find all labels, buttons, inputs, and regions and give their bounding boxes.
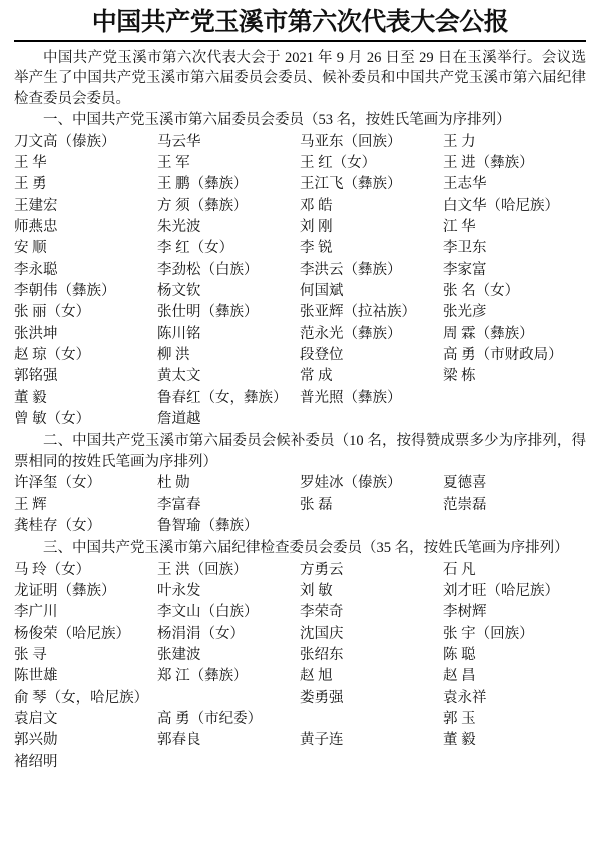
name-cell — [300, 409, 443, 430]
name-row — [14, 516, 586, 537]
name-cell: 王 洪（回族） — [157, 561, 248, 578]
name-row — [14, 345, 586, 366]
name-row — [14, 709, 586, 730]
name-row — [14, 196, 586, 217]
name-cell: 龚桂存（女） — [14, 517, 101, 534]
name-cell: 何国斌 — [300, 283, 344, 299]
name-cell: 师燕忠 — [14, 219, 58, 236]
name-cell: 鲁春红（女，彝族） — [157, 389, 288, 406]
name-cell: 张光彦 — [443, 304, 487, 321]
section-heading: 二、中国共产党玉溪市第六届委员会候补委员（10 名，按得赞成票多少为序排列，得票相同的按姓氏笔画为序排列） — [14, 433, 586, 470]
name-cell: 黄太文 — [157, 368, 201, 385]
name-cell: 李 锐 — [300, 240, 333, 257]
name-cell: 刘 刚 — [300, 219, 333, 236]
name-row — [14, 153, 586, 174]
section-heading: 三、中国共产党玉溪市第六届纪律检查委员会委员（35 名，按姓氏笔画为序排列） — [43, 540, 569, 557]
name-cell: 王 华 — [14, 155, 47, 172]
name-list — [14, 560, 586, 773]
name-row — [14, 581, 586, 602]
name-cell: 董 毅 — [443, 732, 476, 749]
name-cell: 马 玲（女） — [14, 561, 91, 578]
name-cell: 石 凡 — [443, 561, 476, 578]
name-cell: 龙证明（彝族） — [14, 583, 116, 600]
name-cell: 张亚辉（拉祜族） — [300, 304, 416, 321]
name-cell: 娄勇强 — [300, 689, 344, 706]
name-cell: 李家富 — [443, 261, 487, 278]
name-cell: 詹道越 — [157, 410, 201, 427]
name-cell: 郭春良 — [157, 732, 201, 749]
name-cell: 王志华 — [443, 176, 487, 193]
intro-paragraph: 中国共产党玉溪市第六次代表大会于 2021 年 9 月 26 日至 29 日在玉溪举行。会议选举产生了中国共产党玉溪市第六届委员会委员、候补委员和中国共产党玉溪市第六届纪律检查委员会委员。 — [14, 49, 586, 107]
name-cell: 刘才旺（哈尼族） — [443, 583, 559, 600]
name-cell: 张 磊 — [300, 496, 333, 513]
name-row — [14, 409, 586, 430]
name-row — [14, 260, 586, 281]
name-cell: 柳 洪 — [157, 346, 190, 363]
name-row — [14, 688, 586, 709]
sections-container — [14, 110, 586, 773]
name-cell: 曾 敏（女） — [14, 410, 91, 427]
name-cell: 周 霖（彝族） — [443, 325, 534, 342]
name-cell: 黄子连 — [300, 732, 344, 749]
name-cell: 方 须（彝族） — [157, 197, 248, 214]
name-row — [14, 217, 586, 238]
name-cell: 罗娃冰（傣族） — [300, 475, 402, 492]
name-cell: 李广川 — [14, 604, 58, 621]
name-cell: 王江飞（彝族） — [300, 176, 402, 193]
name-cell: 郑 江（彝族） — [157, 668, 248, 685]
name-cell: 李荣奇 — [300, 604, 344, 621]
name-cell: 李永聪 — [14, 261, 58, 278]
name-cell: 杜 勋 — [157, 475, 190, 492]
name-cell: 王 力 — [443, 133, 476, 150]
name-cell — [443, 516, 586, 537]
name-cell: 郭 玉 — [443, 711, 476, 728]
name-cell: 陈世雄 — [14, 668, 58, 685]
name-cell: 高 勇（市纪委） — [157, 711, 263, 728]
name-cell: 高 勇（市财政局） — [443, 346, 563, 363]
name-list — [14, 473, 586, 537]
name-cell: 李洪云（彝族） — [300, 261, 402, 278]
name-cell: 李树辉 — [443, 604, 487, 621]
name-row — [14, 132, 586, 153]
name-cell: 张 宇（回族） — [443, 625, 534, 642]
name-cell: 张 名（女） — [443, 283, 520, 299]
name-cell: 刀文高（傣族） — [14, 133, 116, 150]
name-cell: 夏德喜 — [443, 475, 487, 492]
name-cell: 褚绍明 — [14, 753, 58, 770]
name-cell: 赵 昌 — [443, 668, 476, 685]
name-cell: 张绍东 — [300, 647, 344, 664]
name-cell: 张洪坤 — [14, 325, 58, 342]
title-divider — [14, 40, 586, 42]
name-cell: 张建波 — [157, 647, 201, 664]
name-cell: 杨涓涓（女） — [157, 625, 244, 642]
name-cell: 张仕明（彝族） — [157, 304, 259, 321]
name-row — [14, 560, 586, 581]
name-cell: 王 军 — [157, 155, 190, 172]
page-title: 中国共产党玉溪市第六次代表大会公报 — [91, 7, 509, 36]
name-cell: 袁启文 — [14, 711, 58, 728]
name-cell: 沈国庆 — [300, 625, 344, 642]
name-cell: 董 毅 — [14, 389, 47, 406]
name-row — [14, 324, 586, 345]
name-cell: 李劲松（白族） — [157, 261, 259, 278]
name-row — [14, 281, 586, 302]
name-cell: 张 丽（女） — [14, 304, 91, 321]
name-cell: 范永光（彝族） — [300, 325, 402, 342]
name-cell: 陈川铭 — [157, 325, 201, 342]
name-cell — [300, 709, 443, 730]
name-cell: 王 红（女） — [300, 155, 377, 172]
name-row — [14, 388, 586, 409]
name-row — [14, 366, 586, 387]
name-cell: 马云华 — [157, 133, 201, 150]
name-row — [14, 645, 586, 666]
name-cell: 王建宏 — [14, 197, 58, 214]
name-cell: 江 华 — [443, 219, 476, 236]
name-cell: 李卫东 — [443, 240, 487, 257]
name-cell: 普光照（彝族） — [300, 389, 402, 406]
name-cell: 范崇磊 — [443, 496, 487, 513]
name-cell: 叶永发 — [157, 583, 201, 600]
name-cell: 郭铭强 — [14, 368, 58, 385]
name-row — [14, 624, 586, 645]
name-cell: 许泽玺（女） — [14, 475, 101, 492]
name-cell: 王 辉 — [14, 496, 47, 513]
name-row — [14, 602, 586, 623]
name-cell: 鲁智瑜（彝族） — [157, 517, 259, 534]
name-cell: 李富春 — [157, 496, 201, 513]
name-cell: 杨文钦 — [157, 283, 201, 299]
name-cell: 李朝伟（彝族） — [14, 283, 116, 299]
name-cell: 赵 琼（女） — [14, 346, 91, 363]
name-cell: 朱光波 — [157, 219, 201, 236]
name-cell: 李 红（女） — [157, 240, 234, 257]
name-list — [14, 132, 586, 430]
section-heading: 一、中国共产党玉溪市第六届委员会委员（53 名，按姓氏笔画为序排列） — [43, 112, 511, 129]
name-row — [14, 473, 586, 494]
name-cell: 王 鹏（彝族） — [157, 176, 248, 193]
name-cell: 马亚东（回族） — [300, 133, 402, 150]
name-cell — [300, 752, 443, 773]
name-row — [14, 752, 586, 773]
name-cell: 邓 皓 — [300, 197, 333, 214]
name-cell: 段登位 — [300, 346, 344, 363]
name-cell: 梁 栋 — [443, 368, 476, 385]
name-cell: 方勇云 — [300, 561, 344, 578]
name-row — [14, 730, 586, 751]
name-row — [14, 666, 586, 687]
name-row — [14, 302, 586, 323]
name-cell: 王 勇 — [14, 176, 47, 193]
name-row — [14, 238, 586, 259]
name-cell — [157, 752, 300, 773]
name-cell: 安 顺 — [14, 240, 47, 257]
name-cell: 白文华（哈尼族） — [443, 197, 559, 214]
name-cell — [157, 688, 300, 709]
name-cell: 刘 敏 — [300, 583, 333, 600]
name-cell: 袁永祥 — [443, 689, 487, 706]
name-cell: 张 寻 — [14, 647, 47, 664]
name-cell: 杨俊荣（哈尼族） — [14, 625, 130, 642]
name-row — [14, 495, 586, 516]
name-cell: 赵 旭 — [300, 668, 333, 685]
name-cell: 郭兴勋 — [14, 732, 58, 749]
name-cell: 李文山（白族） — [157, 604, 259, 621]
name-cell: 陈 聪 — [443, 647, 476, 664]
name-cell: 王 进（彝族） — [443, 155, 534, 172]
name-cell — [443, 752, 586, 773]
name-cell — [300, 516, 443, 537]
name-cell — [443, 388, 586, 409]
name-cell — [443, 409, 586, 430]
name-cell: 俞 琴（女，哈尼族） — [14, 689, 149, 706]
name-cell: 常 成 — [300, 368, 333, 385]
name-row — [14, 174, 586, 195]
